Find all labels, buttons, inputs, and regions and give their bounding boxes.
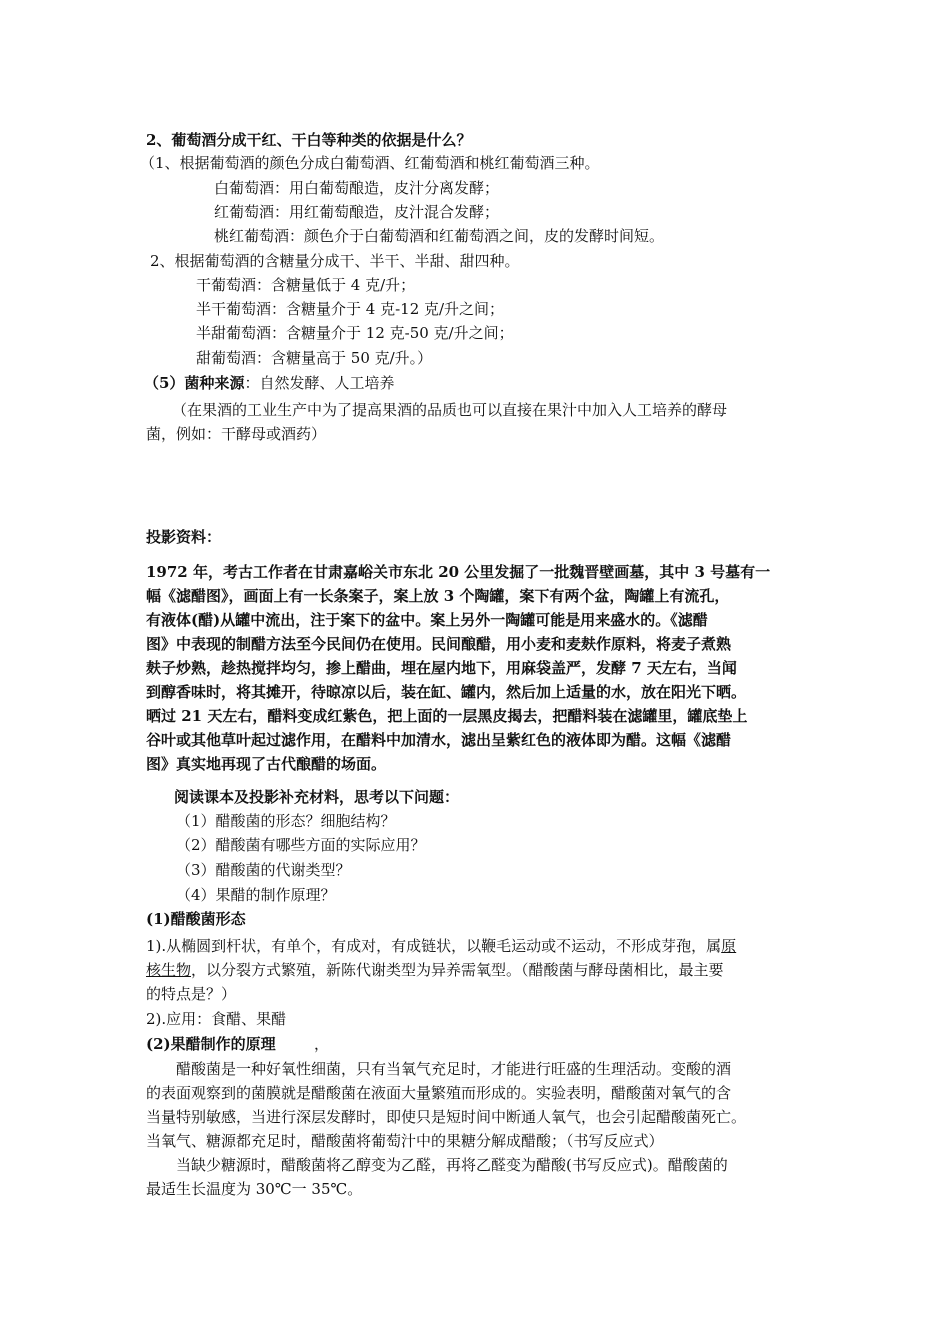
- question-item: （4）果醋的制作原理？: [176, 886, 336, 904]
- strain-source-line: [144, 373, 394, 393]
- strain-note-line-2: 菌，例如：干酵母或酒药）: [146, 425, 327, 443]
- projection-line: 晒过 21 天左右，醋料变成红紫色，把上面的一层黑皮揭去，把醋料装在滤罐里，罐底垫上: [146, 707, 748, 725]
- strain-note-line-1: （在果酒的工业生产中为了提高果酒的品质也可以直接在果汁中加入人工培养的酵母: [172, 401, 728, 419]
- color-classification-intro: （1、根据葡萄酒的颜色分成白葡萄酒、红葡萄酒和桃红葡萄酒三种。: [140, 154, 600, 172]
- semi-dry-wine-line: 半干葡萄酒：含糖量介于 4 克-12 克/升之间；: [196, 300, 505, 318]
- projection-line: 图》真实地再现了古代酿醋的场面。: [146, 755, 387, 773]
- question-item: （1）醋酸菌的形态？细胞结构？: [176, 812, 396, 830]
- semi-sweet-wine-line: 半甜葡萄酒：含糖量介于 12 克-50 克/升之间；: [196, 324, 514, 342]
- principle-text: [146, 1057, 814, 1201]
- dry-wine-line: 干葡萄酒：含糖量低于 4 克/升；: [196, 276, 416, 294]
- question-item: （2）醋酸菌有哪些方面的实际应用？: [176, 836, 426, 854]
- acetobacter-line-3: 的特点是？）: [146, 985, 237, 1003]
- acetobacter-line-2: [146, 958, 814, 982]
- principle-line: 最适生长温度为 30℃一 35℃。: [146, 1180, 363, 1198]
- principle-heading-mark: ，: [314, 1035, 330, 1053]
- white-wine-line: 白葡萄酒：用白葡萄酿造，皮汁分离发酵；: [214, 179, 500, 197]
- prokaryote-term-part-2: 核生物: [146, 961, 192, 979]
- principle-line: 当缺少糖源时，醋酸菌将乙醇变为乙醛，再将乙醛变为醋酸(书写反应式)。醋酸菌的: [176, 1156, 728, 1174]
- projection-line: 有液体(醋)从罐中流出，注于案下的盆中。案上另外一陶罐可能是用来盛水的。《滤醋: [146, 611, 708, 629]
- prokaryote-term-part-1: 原: [721, 937, 737, 955]
- acetobacter-line-1: [146, 934, 814, 958]
- projection-line: 图》中表现的制醋方法至今民间仍在使用。民间酿醋，用小麦和麦麸作原料，将麦子煮熟: [146, 635, 732, 653]
- principle-line: 当氧气、糖源都充足时，醋酸菌将葡萄汁中的果糖分解成醋酸；（书写反应式）: [146, 1132, 664, 1150]
- principle-line: 当量特别敏感，当进行深层发酵时，即使只是短时间中断通人氧气，也会引起醋酸菌死亡。: [146, 1108, 747, 1126]
- projection-text: [146, 560, 816, 776]
- projection-line: 1972 年，考古工作者在甘肃嘉峪关市东北 20 公里发掘了一批魏晋壁画墓，其中 3 号墓有一: [146, 563, 771, 581]
- acetobacter-application: 2).应用：食醋、果醋: [146, 1010, 287, 1028]
- acetobacter-description: [146, 934, 814, 1006]
- projection-line: 谷叶或其他草叶起过滤作用，在醋料中加清水，滤出呈紫红色的液体即为醋。这幅《滤醋: [146, 731, 732, 749]
- question-item: （3）醋酸菌的代谢类型？: [176, 861, 351, 879]
- wine-question-heading: 2、葡萄酒分成干红、干白等种类的依据是什么？: [146, 131, 472, 149]
- principle-line: 醋酸菌是一种好氧性细菌，只有当氧气充足时，才能进行旺盛的生理活动。变酸的酒: [176, 1060, 732, 1078]
- projection-line: 麸子炒熟，趁热搅拌均匀，掺上醋曲，埋在屋内地下，用麻袋盖严，发酵 7 天左右，当闻: [146, 659, 737, 677]
- questions-intro: 阅读课本及投影补充材料，思考以下问题：: [174, 788, 460, 806]
- strain-source-text: ：自然发酵、人工培养: [244, 374, 395, 392]
- strain-source-label: （5）菌种来源: [144, 374, 245, 392]
- sugar-classification-intro: 2、根据葡萄酒的含糖量分成干、半干、半甜、甜四种。: [150, 252, 520, 270]
- acetobacter-line-2-text: ，以分裂方式繁殖，新陈代谢类型为异养需氧型。（醋酸菌与酵母菌相比，最主要: [191, 961, 724, 979]
- acetobacter-heading: (1)醋酸菌形态: [146, 910, 246, 928]
- projection-line: 幅《滤醋图》，画面上有一长条案子，案上放 3 个陶罐，案下有两个盆，陶罐上有流孔，: [146, 587, 730, 605]
- rose-wine-line: 桃红葡萄酒：颜色介于白葡萄酒和红葡萄酒之间，皮的发酵时间短。: [214, 227, 665, 245]
- principle-heading: (2)果醋制作的原理: [146, 1035, 276, 1053]
- projection-label: 投影资料：: [146, 528, 222, 546]
- red-wine-line: 红葡萄酒：用红葡萄酿造，皮汁混合发酵；: [214, 203, 500, 221]
- sweet-wine-line: 甜葡萄酒：含糖量高于 50 克/升。）: [196, 349, 433, 367]
- projection-line: 到醇香味时，将其摊开，待晾凉以后，装在缸、罐内，然后加上适量的水，放在阳光下晒。: [146, 683, 747, 701]
- acetobacter-line-1-text: 1).从椭圆到杆状，有单个，有成对，有成链状，以鞭毛运动或不运动，不形成芽孢，属: [146, 937, 722, 955]
- principle-line: 的表面观察到的菌膜就是醋酸菌在液面大量繁殖而形成的。实验表明，醋酸菌对氧气的含: [146, 1084, 732, 1102]
